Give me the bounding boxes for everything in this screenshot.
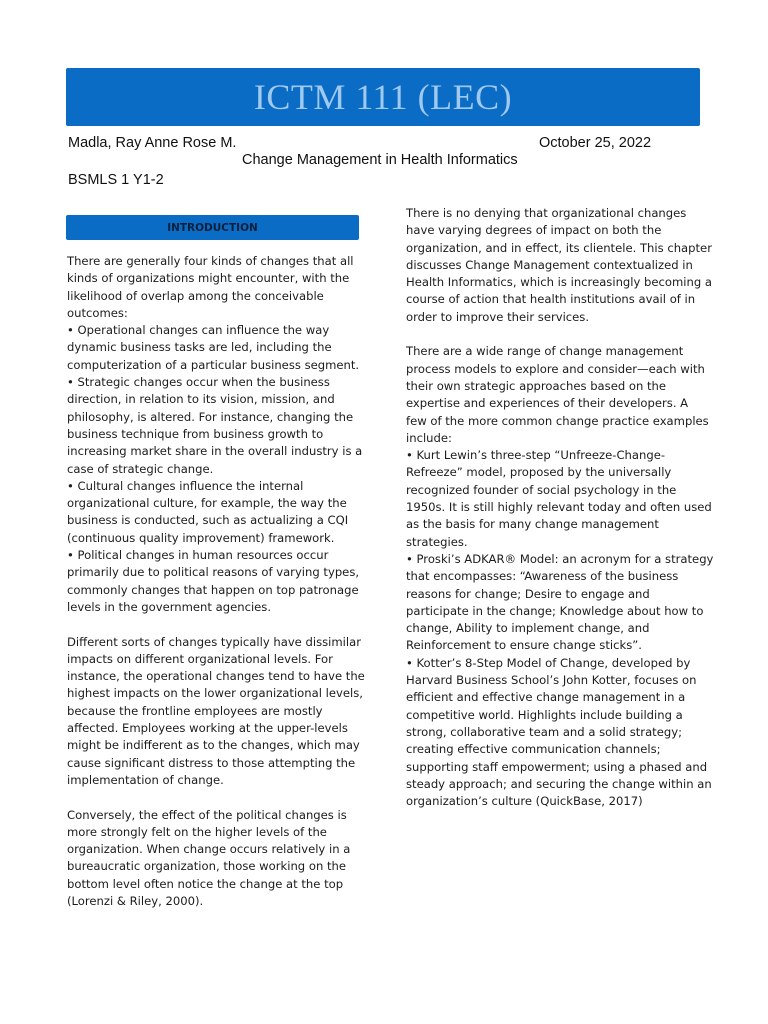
text-line: Harvard Business School’s John Kotter, focuses on bbox=[406, 673, 697, 688]
text-line: Refreeze” model, proposed by the universally bbox=[406, 465, 672, 480]
text-line: dynamic business tasks are led, including the bbox=[67, 340, 332, 355]
text-line: highest impacts on the lower organizational levels, bbox=[67, 686, 363, 701]
text-line: have varying degrees of impact on both the bbox=[406, 223, 662, 238]
text-line: supporting staff empowerment; using a phased and bbox=[406, 759, 708, 774]
left-paragraph bbox=[67, 253, 363, 616]
text-line: Different sorts of changes typically have dissimilar bbox=[67, 634, 361, 649]
right-column bbox=[406, 205, 714, 828]
text-line: organization. When change occurs relatively in a bbox=[67, 842, 351, 857]
text-line: competitive world. Highlights include building a bbox=[406, 707, 683, 722]
text-line: • Proski’s ADKAR® Model: an acronym for a strategy bbox=[406, 551, 714, 566]
text-line: kinds of organizations might encounter, with the bbox=[67, 271, 350, 286]
text-line: because the frontline employees are mostly bbox=[67, 703, 323, 718]
text-line: might be indifferent as to the changes, which may bbox=[67, 738, 360, 753]
text-line: computerization of a particular business segment. bbox=[67, 357, 360, 372]
author-name: Madla, Ray Anne Rose M. bbox=[68, 135, 237, 151]
text-line: business is conducted, such as actualizing a CQI bbox=[67, 513, 349, 528]
title-banner bbox=[66, 68, 700, 126]
text-line: There is no denying that organizational changes bbox=[406, 206, 687, 220]
text-line: order to improve their services. bbox=[406, 309, 590, 324]
document-date: October 25, 2022 bbox=[539, 135, 652, 151]
right-paragraph bbox=[406, 205, 713, 326]
text-line: creating effective communication channels; bbox=[406, 742, 661, 757]
text-line: reasons for change; Desire to engage and bbox=[406, 586, 650, 601]
text-line: affected. Employees working at the upper-levels bbox=[67, 721, 348, 736]
text-line: Health Informatics, which is increasingly becoming a bbox=[406, 275, 713, 290]
text-line: business technique from business growth to bbox=[67, 426, 324, 441]
text-line: direction, in relation to its vision, mission, and bbox=[67, 392, 335, 407]
text-line: commonly changes that happen on top patronage bbox=[67, 582, 359, 597]
text-line: impacts on different organizational levels. For bbox=[67, 651, 333, 666]
text-line: discusses Change Management contextualized in bbox=[406, 257, 693, 272]
text-line: participate in the change; Knowledge about how to bbox=[406, 603, 704, 618]
text-line: case of strategic change. bbox=[67, 461, 214, 476]
text-line: There are generally four kinds of changes that all bbox=[67, 254, 354, 268]
text-line: strong, collaborative team and a solid strategy; bbox=[406, 724, 682, 739]
text-line: steady approach; and securing the change within an bbox=[406, 776, 712, 791]
text-line: implementation of change. bbox=[67, 772, 224, 787]
text-line: • Kotter’s 8-Step Model of Change, developed by bbox=[406, 655, 691, 670]
text-line: cause significant distress to those attempting the bbox=[67, 755, 356, 770]
text-line: Conversely, the effect of the political changes is bbox=[67, 807, 347, 822]
text-line: Reinforcement to ensure change sticks”. bbox=[406, 638, 642, 653]
text-line: organization, and in effect, its clientele. This chapter bbox=[406, 240, 712, 255]
text-line: There are a wide range of change management bbox=[406, 344, 684, 359]
text-line: • Cultural changes influence the internal bbox=[67, 478, 304, 493]
text-line: outcomes: bbox=[67, 305, 128, 320]
page-title: ICTM 111 (LEC) bbox=[253, 77, 513, 117]
text-line: course of action that health institutions avail of in bbox=[406, 292, 696, 307]
text-line: their own strategic approaches based on the bbox=[406, 378, 667, 393]
text-line: increasing market share in the overall industry is a bbox=[67, 444, 363, 459]
text-line: primarily due to political reasons of varying types, bbox=[67, 565, 360, 580]
left-paragraph bbox=[67, 807, 363, 911]
text-line: (Lorenzi & Riley, 2000). bbox=[67, 893, 204, 908]
text-line: expertise and experiences of their developers. A bbox=[406, 396, 689, 411]
left-paragraph bbox=[67, 634, 363, 790]
left-column bbox=[67, 253, 363, 928]
text-line: include: bbox=[406, 430, 452, 445]
text-line: efficient and effective change management in a bbox=[406, 690, 686, 705]
text-line: organizational culture, for example, the way the bbox=[67, 496, 347, 511]
text-line: likelihood of overlap among the conceivable bbox=[67, 288, 324, 303]
right-paragraph bbox=[406, 343, 714, 810]
text-line: recognized founder of social psychology in the bbox=[406, 482, 677, 497]
introduction-heading: INTRODUCTION bbox=[167, 221, 258, 234]
introduction-heading-bar bbox=[66, 215, 359, 240]
text-line: • Kurt Lewin’s three-step “Unfreeze-Change- bbox=[406, 448, 666, 463]
text-line: strategies. bbox=[406, 534, 468, 549]
text-line: • Political changes in human resources occur bbox=[67, 548, 329, 563]
text-line: • Strategic changes occur when the business bbox=[67, 375, 330, 390]
text-line: organization’s culture (QuickBase, 2017) bbox=[406, 794, 643, 809]
text-line: bureaucratic organization, those working on the bbox=[67, 859, 347, 874]
text-line: as the basis for many change management bbox=[406, 517, 659, 532]
text-line: instance, the operational changes tend to have the bbox=[67, 669, 365, 684]
document-subtitle: Change Management in Health Informatics bbox=[242, 152, 518, 168]
text-line: process models to explore and consider—each with bbox=[406, 361, 705, 376]
text-line: • Operational changes can influence the way bbox=[67, 323, 330, 338]
text-line: more strongly felt on the higher levels of the bbox=[67, 824, 327, 839]
class-section: BSMLS 1 Y1-2 bbox=[68, 172, 164, 188]
text-line: levels in the government agencies. bbox=[67, 599, 272, 614]
text-line: 1950s. It is still highly relevant today and often used bbox=[406, 500, 712, 515]
text-line: bottom level often notice the change at the top bbox=[67, 876, 344, 891]
text-line: change, Ability to implement change, and bbox=[406, 621, 650, 636]
text-line: that encompasses: “Awareness of the business bbox=[406, 569, 679, 584]
text-line: few of the more common change practice examples bbox=[406, 413, 709, 428]
text-line: (continuous quality improvement) framework. bbox=[67, 530, 335, 545]
text-line: philosophy, is altered. For instance, changing the bbox=[67, 409, 354, 424]
